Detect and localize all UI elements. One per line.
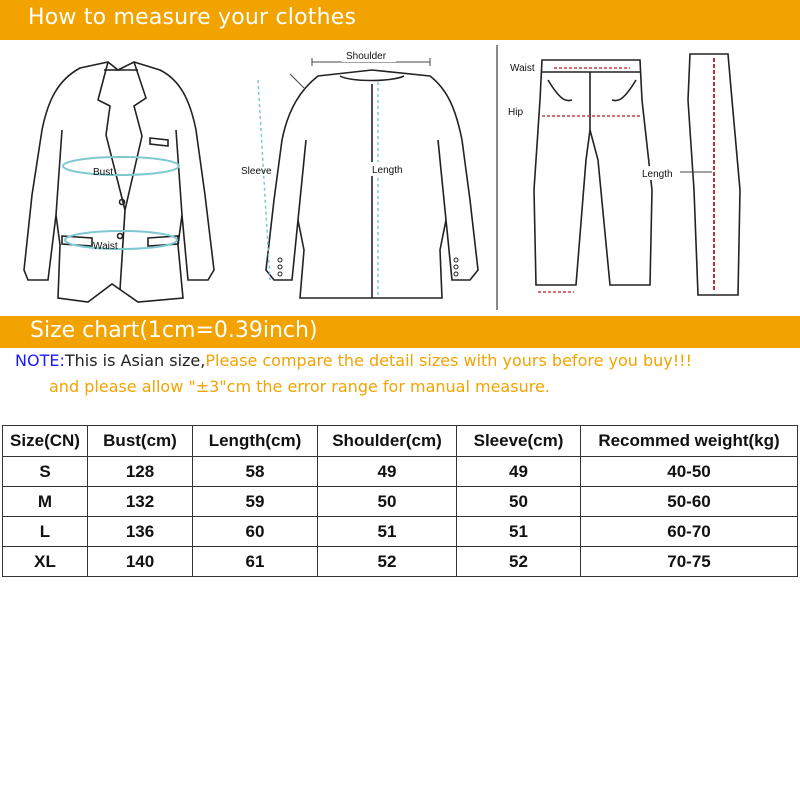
shoulder-label: Shoulder [346, 51, 387, 62]
table-cell: S [3, 457, 88, 487]
table-cell: 61 [193, 547, 318, 577]
waist-label: Waist [93, 241, 118, 252]
jacket-length-label: Length [372, 165, 403, 176]
note-highlight: Please compare the detail sizes with yours before you buy!!! [205, 351, 692, 370]
bust-measure-line [63, 157, 179, 175]
table-cell: XL [3, 547, 88, 577]
table-row [3, 457, 798, 487]
table-cell: 59 [193, 487, 318, 517]
size-table [2, 425, 798, 577]
column-header: Length(cm) [193, 426, 318, 457]
note-plain: This is Asian size, [64, 351, 206, 370]
pants-front-illustration [534, 60, 652, 285]
bust-label: Bust [93, 167, 114, 178]
table-cell: 40-50 [581, 457, 798, 487]
table-row [3, 517, 798, 547]
column-header: Size(CN) [3, 426, 88, 457]
note-label: NOTE: [15, 351, 65, 370]
column-header: Sleeve(cm) [457, 426, 581, 457]
note-line2: and please allow "±3"cm the error range for manual measure. [49, 377, 550, 396]
table-cell: 140 [88, 547, 193, 577]
sleeve-label: Sleeve [241, 166, 272, 177]
column-header: Shoulder(cm) [318, 426, 457, 457]
table-row [3, 487, 798, 517]
table-cell: 128 [88, 457, 193, 487]
table-cell: 132 [88, 487, 193, 517]
table-cell: 49 [457, 457, 581, 487]
table-cell: 52 [318, 547, 457, 577]
page-title: How to measure your clothes [28, 5, 357, 30]
table-cell: 58 [193, 457, 318, 487]
table-cell: M [3, 487, 88, 517]
column-header: Bust(cm) [88, 426, 193, 457]
table-cell: 49 [318, 457, 457, 487]
jacket-front-illustration [24, 62, 214, 302]
table-cell: 50-60 [581, 487, 798, 517]
table-cell: L [3, 517, 88, 547]
table-cell: 136 [88, 517, 193, 547]
table-cell: 60-70 [581, 517, 798, 547]
column-header: Recommed weight(kg) [581, 426, 798, 457]
hip-label: Hip [508, 107, 524, 118]
table-cell: 51 [457, 517, 581, 547]
measurement-diagram [0, 40, 800, 315]
size-chart-banner [0, 316, 800, 348]
table-row [3, 547, 798, 577]
table-cell: 52 [457, 547, 581, 577]
table-cell: 70-75 [581, 547, 798, 577]
table-cell: 50 [457, 487, 581, 517]
back-measure-guides [258, 58, 458, 298]
header-banner [0, 0, 800, 40]
size-chart-title: Size chart(1cm=0.39inch) [30, 318, 318, 343]
size-note [15, 348, 800, 400]
table-cell: 60 [193, 517, 318, 547]
pants-waist-label: Waist [510, 63, 535, 74]
jacket-back-illustration [266, 70, 478, 298]
table-header-row [3, 426, 798, 457]
table-cell: 50 [318, 487, 457, 517]
pants-length-label: Length [642, 169, 673, 180]
table-cell: 51 [318, 517, 457, 547]
